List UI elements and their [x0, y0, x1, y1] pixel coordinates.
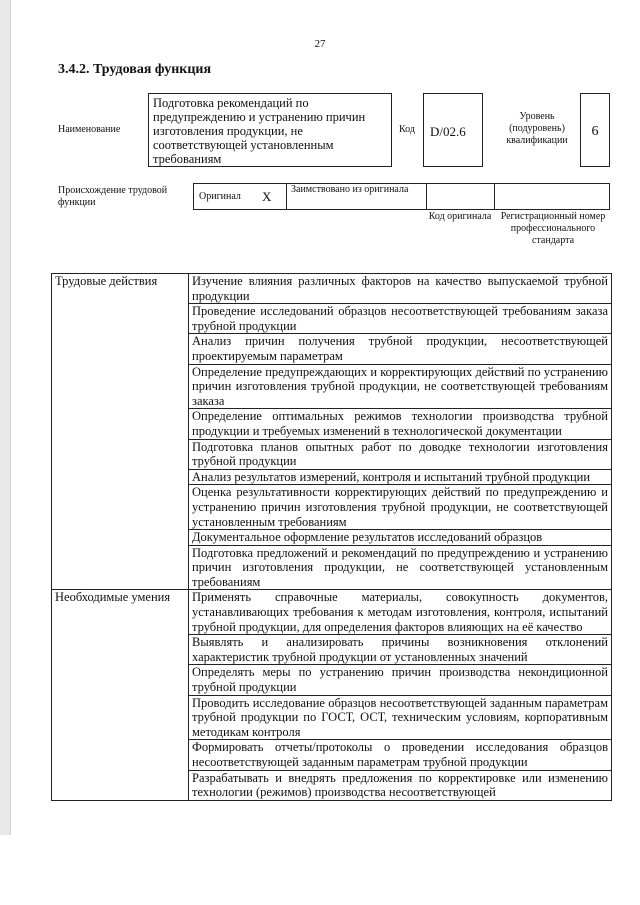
code-value: D/02.6 [423, 93, 483, 167]
table-cell: Разрабатывать и внедрять предложения по корректировке или изменению технологии (режимов) производства несоответствующей [189, 770, 612, 800]
requirements-table [51, 273, 612, 801]
origin-label: Происхождение трудовой функции [58, 185, 168, 208]
original-cell [194, 184, 287, 209]
level-value: 6 [580, 93, 610, 167]
table-cell: Применять справочные материалы, совокупность документов, устанавливающих требования к методам изготовления, контроля, испытаний трубной продукции, для определения факторов влияющих на её качество [189, 590, 612, 635]
table-cell: Подготовка планов опытных работ по доводке технологии изготовления трубной продукции [189, 439, 612, 469]
table-row [52, 590, 612, 635]
origin-table [193, 183, 610, 210]
table-cell: Определение оптимальных режимов технологии производства трубной продукции и требуемых изменений в технологической документации [189, 409, 612, 439]
table-cell: Формировать отчеты/протоколы о проведении исследования образцов несоответствующей заданным параметрам трубной продукции [189, 740, 612, 770]
function-name: Подготовка рекомендаций по предупреждению и устранению причин изготовления продукции, не соответствующей установленным требованиям [148, 93, 392, 167]
table-cell: Подготовка предложений и рекомендаций по предупреждению и устранению причин изготовления продукции, не соответствующей установленным требованиям [189, 545, 612, 590]
table-cell: Выявлять и анализировать причины возникновения отклонений характеристик трубной продукции от установленных значений [189, 635, 612, 665]
table-cell: Анализ результатов измерений, контроля и испытаний трубной продукции [189, 469, 612, 485]
original-mark: X [262, 189, 272, 204]
registration-cell [495, 184, 609, 209]
code-label: Код [399, 124, 415, 135]
original-code-label: Код оригинала [428, 211, 492, 222]
scan-edge [0, 0, 11, 905]
table-cell: Документальное оформление результатов исследований образцов [189, 530, 612, 546]
table-row [52, 274, 612, 304]
table-cell: Определение предупреждающих и корректирующих действий по устранению причин изготовления трубной продукции, не соответствующей требованиям заказа [189, 364, 612, 409]
section-title-cell: Необходимые умения [52, 590, 189, 800]
registration-label: Регистрационный номер профессионального стандарта [500, 211, 606, 246]
section-title: 3.4.2. Трудовая функция [58, 62, 212, 77]
table-cell: Определять меры по устранению причин производства некондиционной трубной продукции [189, 665, 612, 695]
table-cell: Оценка результативности корректирующих действий по предупреждению и устранению причин изготовления трубной продукции, не соответствующей установленным требованиям [189, 485, 612, 530]
original-code-cell [427, 184, 495, 209]
borrowed-cell [287, 184, 427, 209]
page-bottom-margin [0, 835, 640, 905]
level-label: Уровень (подуровень) квалификации [506, 111, 568, 146]
original-label: Оригинал [199, 191, 241, 202]
table-cell: Изучение влияния различных факторов на качество выпускаемой трубной продукции [189, 274, 612, 304]
name-label: Наименование [58, 124, 121, 135]
table-cell: Анализ причин получения трубной продукции, несоответствующей проектируемым параметрам [189, 334, 612, 364]
borrowed-label: Заимствовано из оригинала [291, 184, 409, 195]
table-cell: Проведение исследований образцов несоответствующей требованиям заказа трубной продукции [189, 304, 612, 334]
section-title-cell: Трудовые действия [52, 274, 189, 590]
table-cell: Проводить исследование образцов несоответствующей заданным параметрам трубной продукции по ГОСТ, ОСТ, техническим условиям, корпоративным методикам контроля [189, 695, 612, 740]
page-number: 27 [314, 38, 326, 50]
